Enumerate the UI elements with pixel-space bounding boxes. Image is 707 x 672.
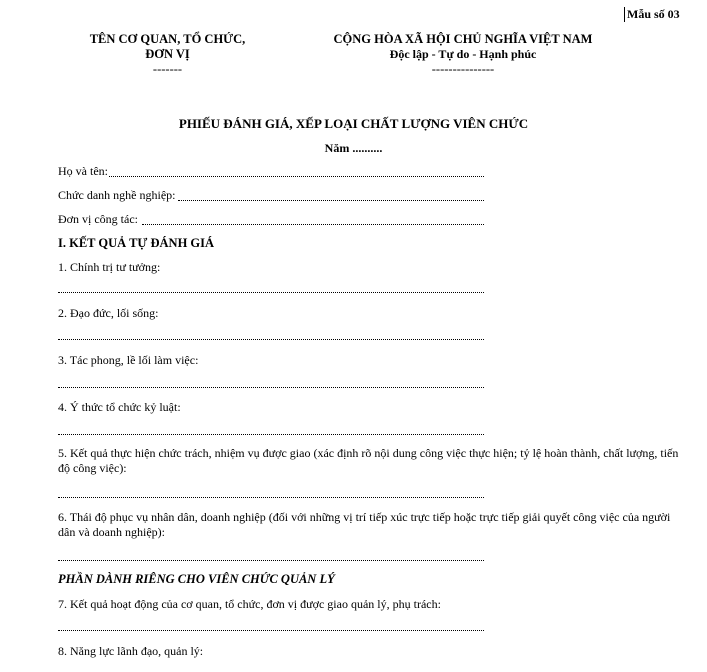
field-unit-label: Đơn vị công tác: <box>58 212 138 226</box>
manager-section-heading: PHẦN DÀNH RIÊNG CHO VIÊN CHỨC QUẢN LÝ <box>58 572 335 586</box>
motto-underline: --------------- <box>431 62 495 76</box>
agency-name-line1: TÊN CƠ QUAN, TỔ CHỨC, <box>89 32 246 46</box>
field-title-label: Chức danh nghề nghiệp: <box>58 188 176 202</box>
item-4-answer-line[interactable] <box>58 434 484 435</box>
item-1-answer-line[interactable] <box>58 292 484 293</box>
field-name-dots[interactable] <box>109 176 484 177</box>
agency-underline: ------- <box>152 62 183 76</box>
item-7-answer-line[interactable] <box>58 630 484 631</box>
item-4-label: 4. Ý thức tổ chức kỷ luật: <box>58 400 181 414</box>
item-3-answer-line[interactable] <box>58 387 484 388</box>
item-5-label: 5. Kết quả thực hiện chức trách, nhiệm vụ được giao (xác định rõ nội dung công việc thực hiện; tỷ lệ hoàn thành, chất lượng, tiến độ công việc): <box>58 446 679 475</box>
republic-title: CỘNG HÒA XÃ HỘI CHỦ NGHĨA VIỆT NAM <box>333 32 593 46</box>
item-5-answer-line[interactable] <box>58 497 484 498</box>
item-2-label: 2. Đạo đức, lối sống: <box>58 306 159 320</box>
field-title-dots[interactable] <box>178 200 484 201</box>
national-motto: Độc lập - Tự do - Hạnh phúc <box>389 47 537 61</box>
item-8-label: 8. Năng lực lãnh đạo, quản lý: <box>58 644 204 658</box>
national-header <box>322 32 604 77</box>
field-name-label: Họ và tên: <box>58 164 108 178</box>
item-2-answer-line[interactable] <box>58 339 484 340</box>
section1-heading: I. KẾT QUẢ TỰ ĐÁNH GIÁ <box>58 236 215 250</box>
item-6-label: 6. Thái độ phục vụ nhân dân, doanh nghiệp (đối với những vị trí tiếp xúc trực tiếp hoặc trực tiếp giải quyết công việc của người dân và doanh nghiệp): <box>58 510 671 539</box>
item-1-label: 1. Chính trị tư tưởng: <box>58 260 161 274</box>
item-7-label: 7. Kết quả hoạt động của cơ quan, tổ chức, đơn vị được giao quản lý, phụ trách: <box>58 597 441 611</box>
field-unit-dots[interactable] <box>142 224 484 225</box>
item-6-answer-line[interactable] <box>58 560 484 561</box>
form-title: PHIẾU ĐÁNH GIÁ, XẾP LOẠI CHẤT LƯỢNG VIÊN CHỨC <box>178 116 529 131</box>
form-code: Mẫu số 03 <box>624 7 680 22</box>
agency-header <box>80 32 255 77</box>
agency-name-line2: ĐƠN VỊ <box>145 47 190 61</box>
item-3-label: 3. Tác phong, lề lối làm việc: <box>58 353 199 367</box>
year-label: Năm .......... <box>324 141 383 155</box>
